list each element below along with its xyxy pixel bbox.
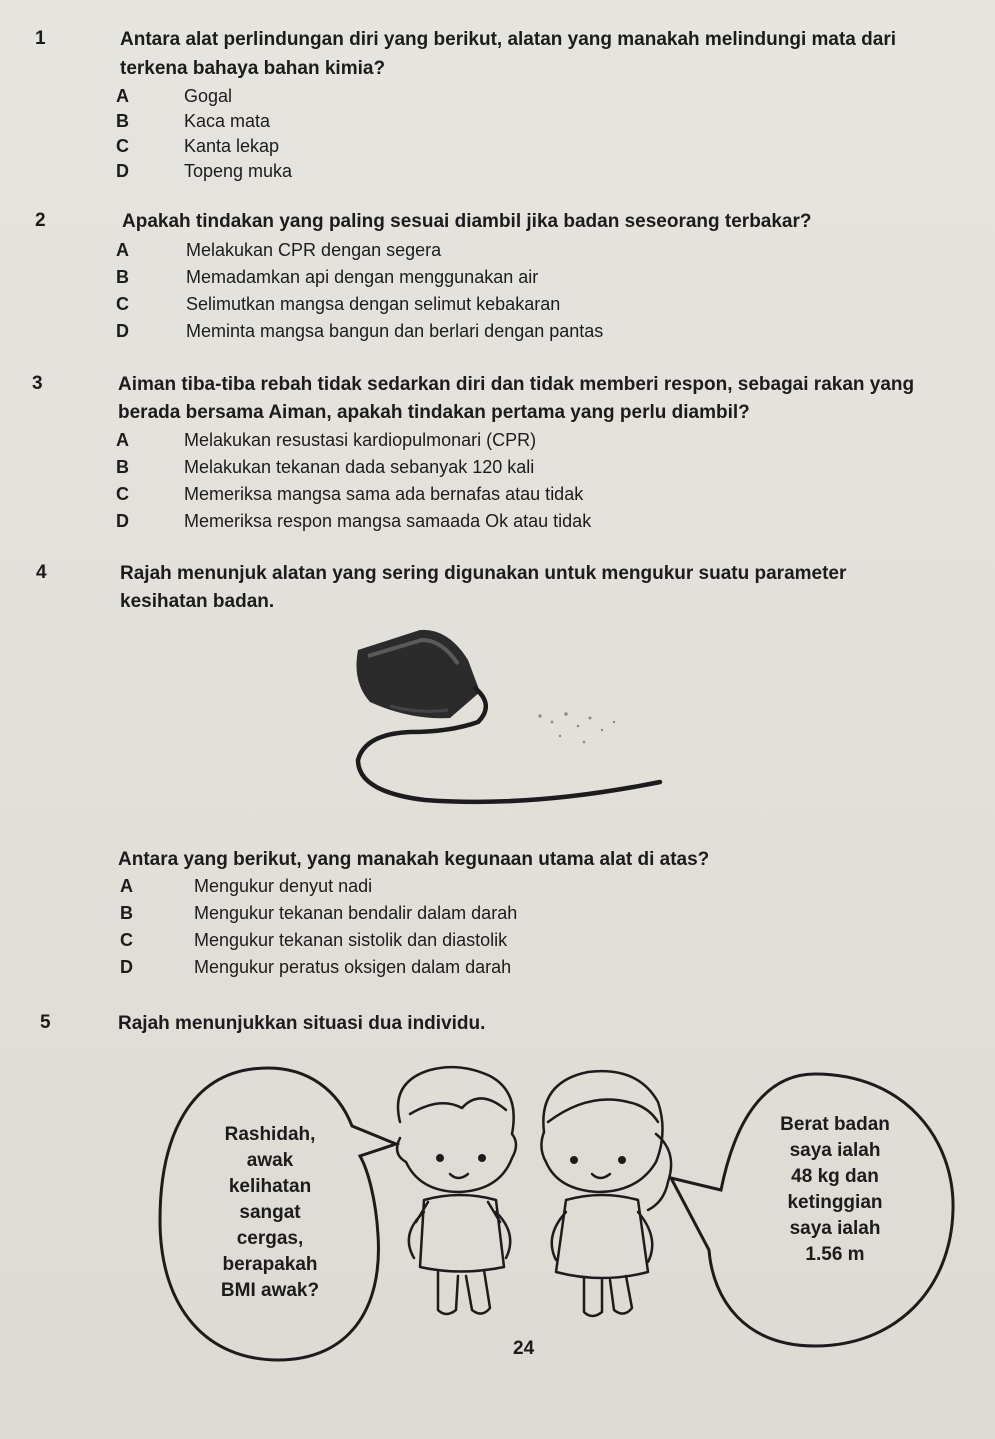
question-1-option-d[interactable]	[116, 161, 292, 182]
option-letter: C	[120, 930, 133, 950]
question-3-number: 3	[32, 373, 43, 394]
option-letter: A	[116, 240, 129, 260]
girl-right-leg	[610, 1276, 632, 1314]
option-text: Gogal	[184, 86, 233, 106]
boy-illustration	[380, 1062, 540, 1332]
option-letter: A	[116, 86, 129, 106]
option-letter: D	[116, 321, 129, 341]
option-text: Selimutkan mangsa dengan selimut kebakaran	[186, 294, 561, 314]
left-bubble-text	[170, 1122, 370, 1304]
question-2-option-a[interactable]	[116, 240, 441, 261]
left-bubble-line: cergas,	[236, 1228, 304, 1249]
girl-hair-line	[548, 1100, 658, 1123]
girl-ponytail	[648, 1134, 671, 1210]
boy-hair-line	[410, 1098, 506, 1114]
girl-right-eye	[618, 1156, 626, 1164]
question-3-option-d[interactable]	[116, 511, 591, 532]
option-letter: D	[116, 161, 129, 181]
girl-head-outline	[541, 1071, 662, 1192]
question-3-option-c[interactable]	[116, 484, 583, 505]
question-2-line-1: Apakah tindakan yang paling sesuai diambil jika badan seseorang terbakar?	[122, 211, 812, 232]
question-4-number: 4	[36, 562, 47, 583]
boy-right-leg	[466, 1270, 490, 1314]
girl-left-leg	[584, 1278, 602, 1316]
sensor-probe-icon	[357, 630, 481, 718]
question-5-number: 5	[40, 1012, 51, 1033]
right-bubble-line: ketinggian	[787, 1192, 883, 1213]
question-1-option-b[interactable]	[116, 111, 270, 132]
boy-mouth	[450, 1174, 468, 1178]
option-letter: A	[120, 876, 133, 896]
option-text: Mengukur denyut nadi	[194, 876, 373, 896]
option-text: Kaca mata	[184, 111, 271, 131]
option-text: Melakukan CPR dengan segera	[186, 240, 442, 260]
option-text: Melakukan resustasi kardiopulmonari (CPR)	[184, 430, 537, 450]
question-3-line-2: berada bersama Aiman, apakah tindakan pertama yang perlu diambil?	[118, 402, 750, 423]
option-text: Memadamkan api dengan menggunakan air	[186, 267, 539, 287]
right-bubble-line: 48 kg dan	[791, 1166, 879, 1187]
question-2-number: 2	[35, 210, 46, 231]
left-bubble-line: sangat	[239, 1202, 301, 1223]
boy-left-eye	[436, 1154, 444, 1162]
question-3-option-b[interactable]	[116, 457, 534, 478]
boy-right-eye	[478, 1154, 486, 1162]
option-letter: C	[116, 136, 129, 156]
question-3-line-1: Aiman tiba-tiba rebah tidak sedarkan diri dan tidak memberi respon, sebagai rakan yang	[118, 374, 915, 395]
option-letter: D	[120, 957, 133, 977]
sensor-device-figure	[330, 610, 670, 815]
option-text: Topeng muka	[184, 161, 293, 181]
option-letter: B	[120, 903, 133, 923]
question-4-option-c[interactable]	[120, 930, 507, 951]
girl-dress	[556, 1195, 648, 1278]
right-bubble-line: saya ialah	[789, 1140, 881, 1161]
option-letter: C	[116, 484, 129, 504]
question-1-line-2: terkena bahaya bahan kimia?	[120, 58, 386, 79]
option-letter: B	[116, 267, 129, 287]
question-2-option-d[interactable]	[116, 321, 603, 342]
boy-head-outline	[397, 1067, 516, 1192]
question-1-option-a[interactable]	[116, 86, 232, 107]
girl-illustration	[518, 1062, 688, 1332]
option-text: Meminta mangsa bangun dan berlari dengan pantas	[186, 321, 604, 341]
boy-left-leg	[438, 1272, 458, 1314]
option-text: Mengukur tekanan sistolik dan diastolik	[194, 930, 508, 950]
question-2-option-b[interactable]	[116, 267, 538, 288]
option-text: Mengukur peratus oksigen dalam darah	[194, 957, 512, 977]
question-4-followup: Antara yang berikut, yang manakah kegunaan utama alat di atas?	[118, 849, 710, 870]
left-bubble-line: BMI awak?	[220, 1280, 320, 1301]
boy-collar	[416, 1202, 500, 1222]
question-5-line-1: Rajah menunjukkan situasi dua individu.	[118, 1013, 486, 1034]
question-3-option-a[interactable]	[116, 430, 536, 451]
question-4-line-1: Rajah menunjuk alatan yang sering digunakan untuk mengukur suatu parameter	[120, 563, 847, 584]
option-letter: B	[116, 457, 129, 477]
right-bubble-line: Berat badan	[780, 1114, 890, 1135]
question-1-number: 1	[35, 28, 46, 49]
option-text: Melakukan tekanan dada sebanyak 120 kali	[184, 457, 535, 477]
left-bubble-line: kelihatan	[228, 1176, 312, 1197]
question-2-option-c[interactable]	[116, 294, 560, 315]
option-letter: C	[116, 294, 129, 314]
question-4-option-a[interactable]	[120, 876, 372, 897]
option-text: Memeriksa mangsa sama ada bernafas atau tidak	[184, 484, 584, 504]
right-bubble-line: 1.56 m	[805, 1244, 865, 1265]
page-number: 24	[513, 1338, 535, 1359]
option-text: Memeriksa respon mangsa samaada Ok atau tidak	[184, 511, 592, 531]
print-speckles	[538, 712, 615, 743]
right-bubble-line: saya ialah	[789, 1218, 881, 1239]
left-bubble-line: Rashidah,	[224, 1124, 316, 1145]
question-1-line-1: Antara alat perlindungan diri yang berikut, alatan yang manakah melindungi mata dari	[120, 29, 897, 50]
question-4-line-2: kesihatan badan.	[120, 591, 275, 612]
question-4-option-d[interactable]	[120, 957, 511, 978]
option-letter: B	[116, 111, 129, 131]
left-bubble-line: awak	[246, 1150, 294, 1171]
option-text: Kanta lekap	[184, 136, 280, 156]
right-bubble-text	[745, 1112, 925, 1268]
question-4-option-b[interactable]	[120, 903, 517, 924]
left-bubble-line: berapakah	[222, 1254, 318, 1275]
option-letter: D	[116, 511, 129, 531]
girl-mouth	[592, 1174, 610, 1178]
option-text: Mengukur tekanan bendalir dalam darah	[194, 903, 518, 923]
question-1-option-c[interactable]	[116, 136, 279, 157]
option-letter: A	[116, 430, 129, 450]
girl-left-eye	[570, 1156, 578, 1164]
